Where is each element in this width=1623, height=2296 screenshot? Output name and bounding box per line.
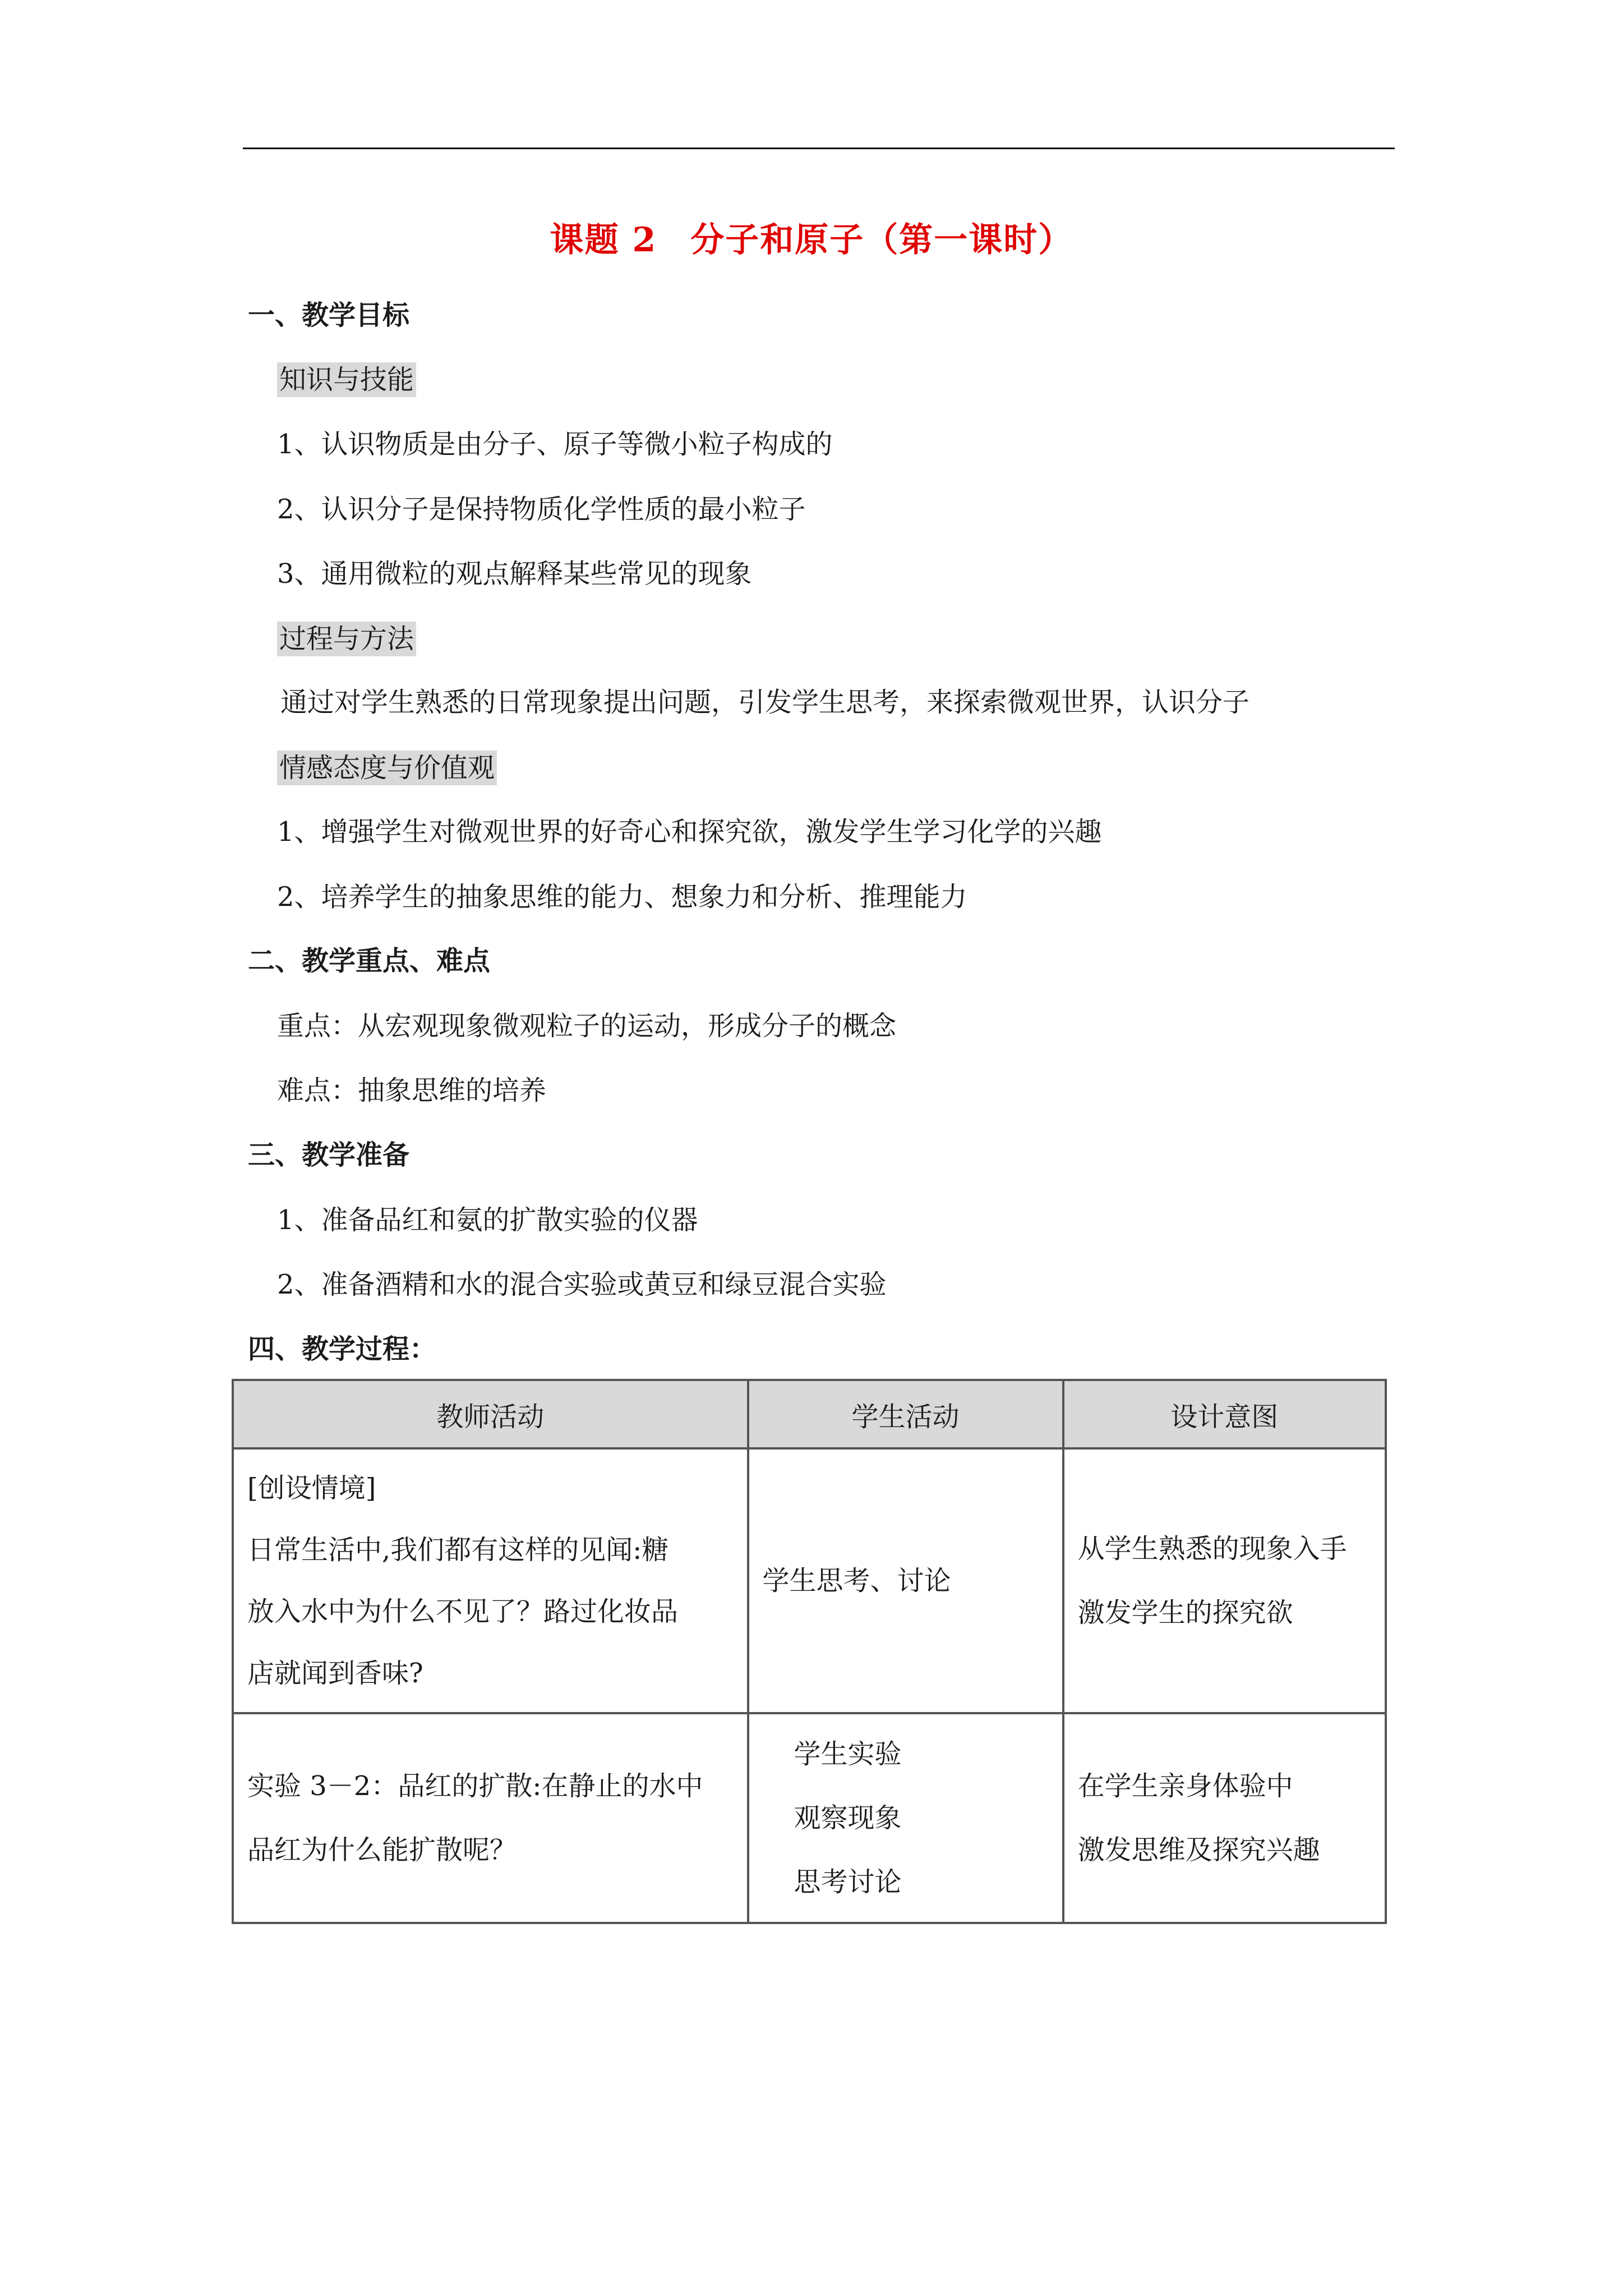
teacher-activity-cell (233, 1448, 748, 1713)
title-main: 分子和原子（第一课时） (690, 220, 1073, 260)
header-student-activity: 学生活动 (748, 1380, 1063, 1448)
cell-line: 放入水中为什么不见了？路过化妆品 (247, 1596, 679, 1627)
table-row (233, 1713, 1386, 1923)
emotion-item-2: 2、培养学生的抽象思维的能力、想象力和分析、推理能力 (277, 881, 967, 913)
student-activity-cell (748, 1448, 1063, 1713)
knowledge-item-3: 3、通用微粒的观点解释某些常见的现象 (277, 558, 752, 590)
page-title (0, 213, 1623, 261)
process-text: 通过对学生熟悉的日常现象提出问题，引发学生思考，来探索微观世界，认识分子 (280, 687, 1250, 718)
knowledge-item-2: 2、认识分子是保持物质化学性质的最小粒子 (277, 494, 806, 525)
cell-line: 从学生熟悉的现象入手 (1077, 1533, 1347, 1565)
design-intent-cell (1063, 1448, 1386, 1713)
cell-line: 激发学生的探究欲 (1077, 1597, 1293, 1628)
cell-line: 思考讨论 (794, 1866, 902, 1898)
student-activity-cell (748, 1713, 1063, 1923)
design-intent-cell (1063, 1713, 1386, 1923)
section-heading-objectives: 一、教学目标 (248, 300, 410, 331)
table-row (233, 1448, 1386, 1713)
preparation-item-2: 2、准备酒精和水的混合实验或黄豆和绿豆混合实验 (277, 1269, 887, 1300)
preparation-item-1: 1、准备品红和氨的扩散实验的仪器 (277, 1204, 698, 1236)
difficulty-point: 难点：抽象思维的培养 (277, 1075, 547, 1106)
cell-line: 学生实验 (794, 1738, 902, 1770)
cell-line: 学生思考、讨论 (762, 1565, 951, 1596)
cell-line: 店就闻到香味? (247, 1658, 423, 1689)
header-design-intent: 设计意图 (1063, 1380, 1386, 1448)
cell-line: 品红为什么能扩散呢？ (247, 1834, 517, 1866)
teaching-process-table (232, 1379, 1387, 1924)
sub-label-emotion: 情感态度与价值观 (277, 751, 497, 785)
key-point: 重点：从宏观现象微观粒子的运动，形成分子的概念 (277, 1010, 897, 1042)
table-header-row (233, 1380, 1386, 1448)
knowledge-item-1: 1、认识物质是由分子、原子等微小粒子构成的 (277, 429, 833, 460)
cell-line: [创设情境] (247, 1473, 376, 1504)
sub-label-knowledge: 知识与技能 (277, 362, 416, 397)
section-heading-key-points: 二、教学重点、难点 (248, 945, 491, 977)
cell-line: 实验 3－2：品红的扩散:在静止的水中 (247, 1770, 703, 1802)
cell-line: 在学生亲身体验中 (1077, 1770, 1293, 1802)
cell-line: 日常生活中,我们都有这样的见闻:糖 (247, 1534, 669, 1566)
header-teacher-activity: 教师活动 (233, 1380, 748, 1448)
title-prefix: 课题 2 (550, 220, 657, 260)
sub-label-process: 过程与方法 (277, 622, 416, 656)
teacher-activity-cell (233, 1713, 748, 1923)
section-heading-preparation: 三、教学准备 (248, 1139, 410, 1171)
section-heading-process: 四、教学过程： (248, 1333, 437, 1365)
emotion-item-1: 1、增强学生对微观世界的好奇心和探究欲，激发学生学习化学的兴趣 (277, 816, 1102, 848)
cell-line: 观察现象 (794, 1802, 902, 1834)
cell-line: 激发思维及探究兴趣 (1077, 1834, 1320, 1866)
header-rule (243, 148, 1395, 149)
